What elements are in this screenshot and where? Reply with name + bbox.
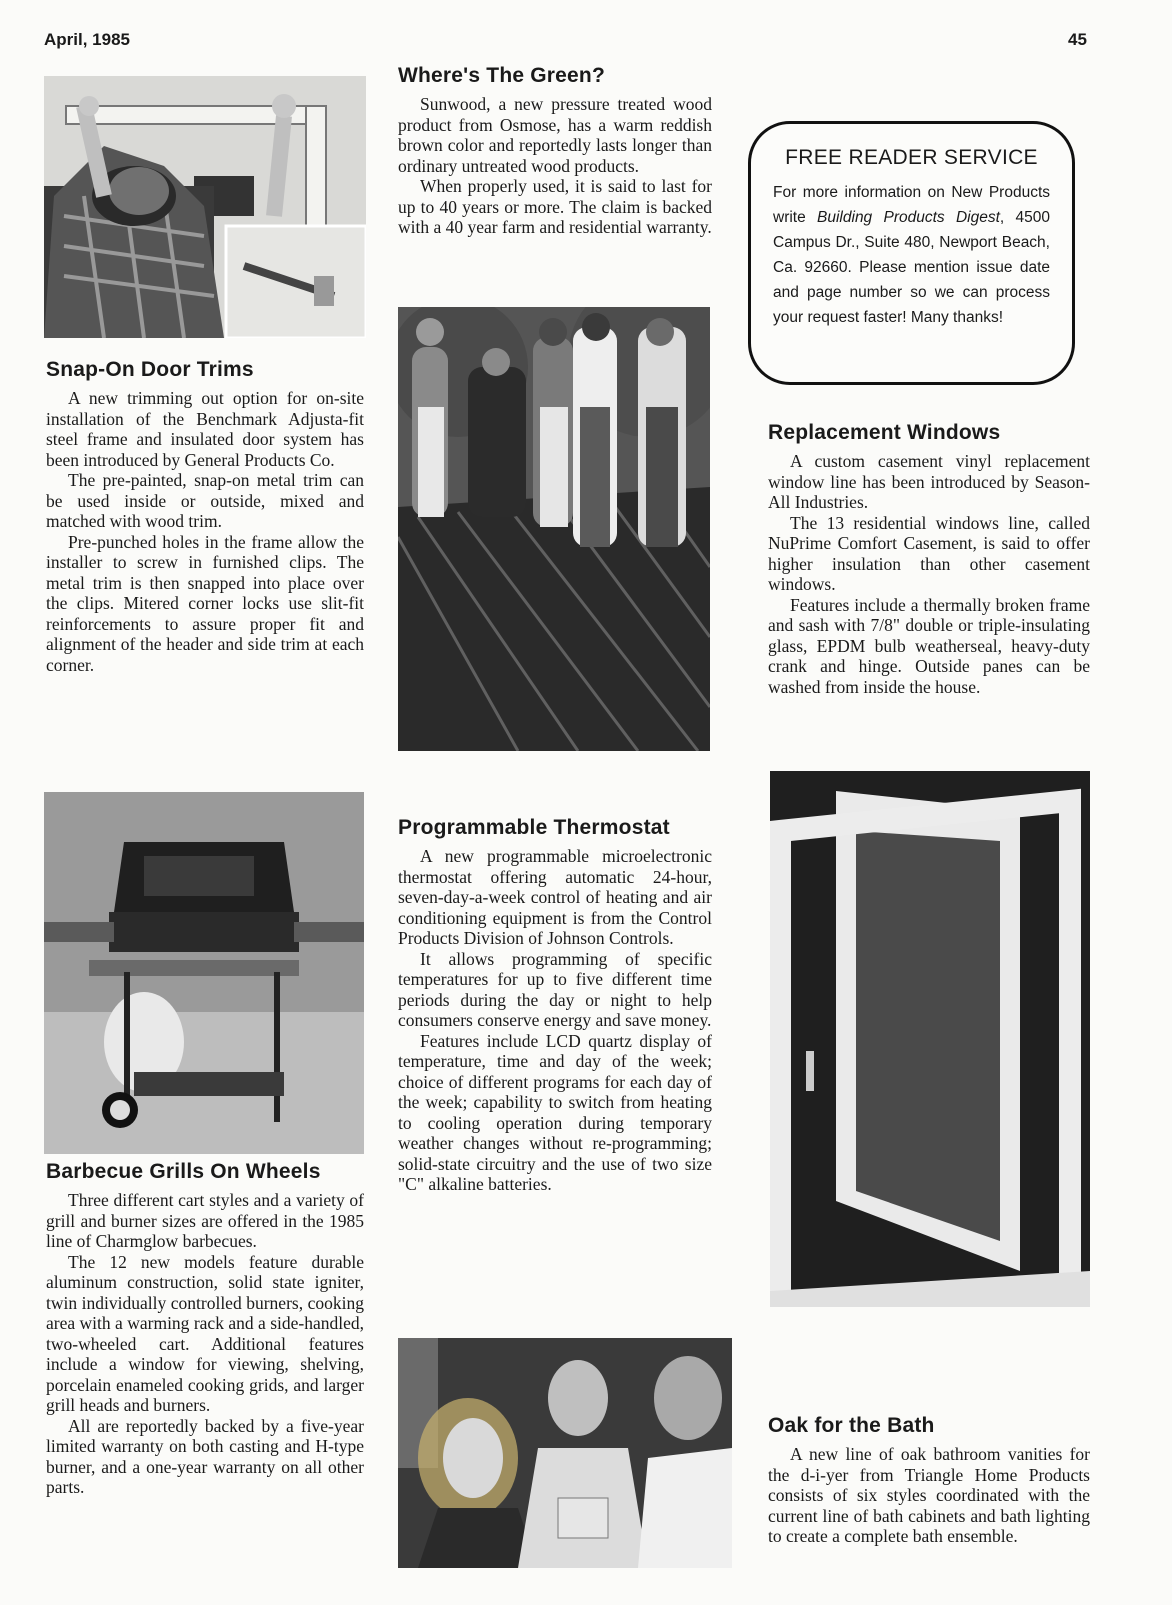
door-trim-photo bbox=[44, 76, 366, 338]
paragraph: A custom casement vinyl replacement window line has been introduced by Season-All Industries. bbox=[768, 451, 1090, 512]
article-title: Oak for the Bath bbox=[768, 1414, 935, 1437]
thermostat-photo bbox=[398, 1338, 732, 1568]
paragraph: The 13 residential windows line, called NuPrime Comfort Casement, is said to offer higher insulation than other casement windows. bbox=[768, 512, 1090, 594]
reader-service-box bbox=[748, 121, 1075, 385]
paragraph: Sunwood, a new pressure treated wood product from Osmose, has a warm reddish brown color and reportedly lasts longer than ordinary untreated wood products. bbox=[398, 94, 712, 176]
paragraph: Three different cart styles and a variety of grill and burner sizes are offered in the 1985 line of Charmglow barbecues. bbox=[46, 1190, 364, 1251]
paragraph: All are reportedly backed by a five-year limited warranty on both casting and H-type burner, and a one-year warranty on all other parts. bbox=[46, 1415, 364, 1497]
article-grills bbox=[46, 1160, 364, 1498]
paragraph: A new trimming out option for on-site installation of the Benchmark Adjusta-fit steel frame and insulated door system has been introduced by General Products Co. bbox=[46, 388, 364, 470]
reader-service-title: FREE READER SERVICE bbox=[785, 146, 1038, 169]
deck-photo bbox=[398, 307, 710, 751]
reader-service-text-b: , 4500 Campus Dr., Suite 480, Newport Beach, Ca. 92660. Please mention issue date and page number so we can process your request faster! Many thanks! bbox=[773, 209, 1050, 326]
reader-service-text-a: For more information on New Products write bbox=[773, 184, 1050, 226]
article-title: Where's The Green? bbox=[398, 64, 605, 87]
paragraph: The 12 new models feature durable aluminum construction, solid state igniter, twin individually controlled burners, cooking area with a warming rack and a side-handled, two-wheeled cart. Additional features include a window for viewing, shelving, porcelain enameled cooking grids, and larger grill heads and burners. bbox=[46, 1251, 364, 1415]
window-photo bbox=[770, 771, 1090, 1307]
article-door-trims bbox=[46, 358, 364, 675]
reader-service-text bbox=[773, 180, 1050, 330]
article-title: Barbecue Grills On Wheels bbox=[46, 1160, 321, 1183]
article-windows bbox=[768, 421, 1090, 697]
page-number: 45 bbox=[1068, 30, 1087, 49]
paragraph: When properly used, it is said to last for up to 40 years or more. The claim is backed with a 40 year farm and residential warranty. bbox=[398, 176, 712, 237]
paragraph: Features include LCD quartz display of temperature, time and day of the week; choice of different programs for each day of the week; capability to switch from heating to cooling operation during temporary weather changes without re-programming; solid-state circuitry and the use of two size "C" alkaline batteries. bbox=[398, 1030, 712, 1194]
article-thermostat bbox=[398, 816, 712, 1195]
article-title: Snap-On Door Trims bbox=[46, 358, 254, 381]
grill-photo bbox=[44, 792, 364, 1154]
paragraph: Features include a thermally broken frame and sash with 7/8" double or triple-insulating glass, EPDM bulb weatherseal, heavy-duty crank and hinge. Outside panes can be washed from inside the house. bbox=[768, 594, 1090, 697]
article-green bbox=[398, 64, 712, 238]
paragraph: A new programmable microelectronic thermostat offering automatic 24-hour, seven-day-a-week control of heating and air conditioning equipment is from the Control Products Division of Johnson Controls. bbox=[398, 846, 712, 948]
paragraph: Pre-punched holes in the frame allow the installer to screw in furnished clips. The metal trim is then snapped into place over the clips. Mitered corner locks use slit-fit reinforcements to assure proper fit and alignment of the header and side trim at each corner. bbox=[46, 531, 364, 675]
issue-date: April, 1985 bbox=[44, 30, 130, 49]
paragraph: A new line of oak bathroom vanities for the d-i-yer from Triangle Home Products consists of six styles coordinated with the current line of bath cabinets and bath lighting to create a complete bath ensemble. bbox=[768, 1444, 1090, 1546]
article-bath bbox=[768, 1414, 1090, 1547]
magazine-name: Building Products Digest bbox=[817, 209, 1000, 226]
article-title: Replacement Windows bbox=[768, 421, 1001, 444]
article-title: Programmable Thermostat bbox=[398, 816, 670, 839]
paragraph: It allows programming of specific temperatures for up to five different time periods during the day or night to help consumers conserve energy and save money. bbox=[398, 948, 712, 1030]
paragraph: The pre-painted, snap-on metal trim can be used inside or outside, mixed and matched with wood trim. bbox=[46, 470, 364, 531]
